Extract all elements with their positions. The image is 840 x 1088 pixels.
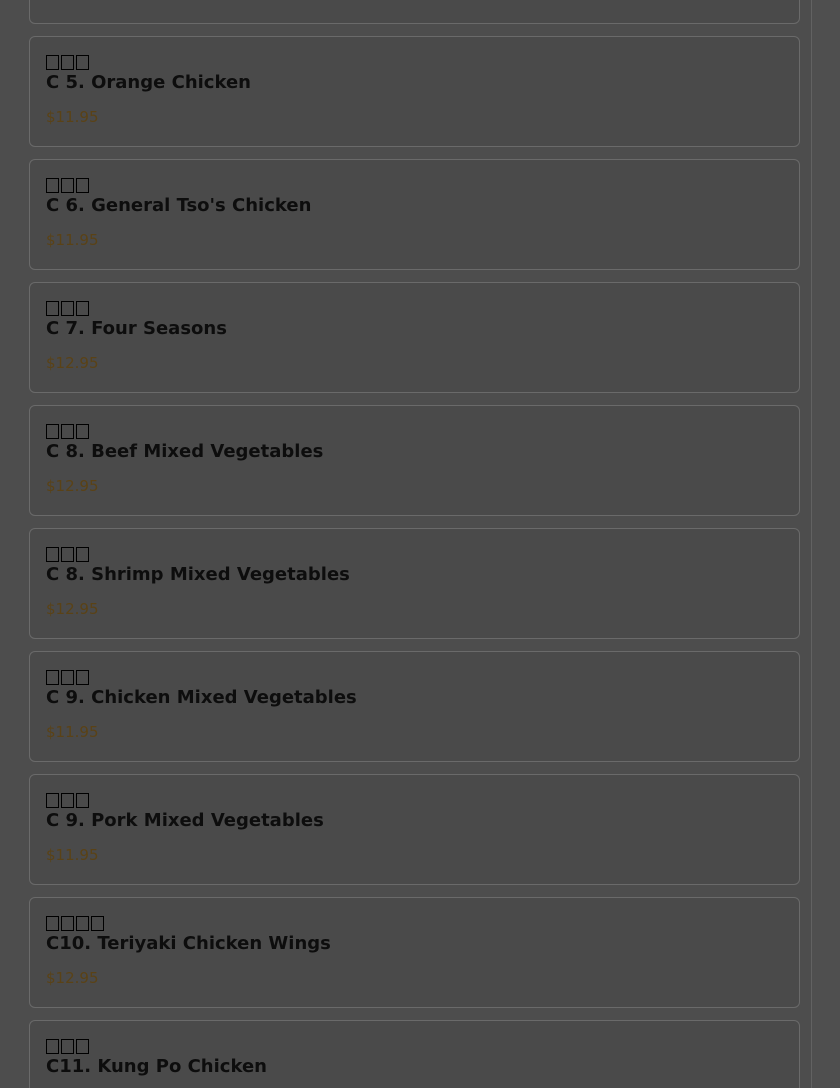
menu-item-name: C 7. Four Seasons [46, 318, 227, 339]
menu-item-name: C10. Teriyaki Chicken Wings [46, 933, 331, 954]
missing-glyph-icon [46, 301, 59, 316]
missing-glyph-icon [76, 424, 89, 439]
chinese-name-glyphs [46, 421, 783, 441]
missing-glyph-icon [46, 55, 59, 70]
menu-item-card[interactable] [29, 1020, 800, 1088]
chinese-name-glyphs [46, 667, 783, 687]
menu-item-price: $12.95 [46, 969, 99, 987]
menu-item-card[interactable] [29, 0, 800, 24]
menu-item-price: $12.95 [46, 354, 99, 372]
chinese-name-glyphs [46, 1036, 783, 1056]
missing-glyph-icon [76, 55, 89, 70]
menu-item-card[interactable] [29, 405, 800, 516]
menu-item-name: C 6. General Tso's Chicken [46, 195, 312, 216]
chinese-name-glyphs [46, 298, 783, 318]
menu-item-price: $11.95 [46, 723, 99, 741]
missing-glyph-icon [61, 178, 74, 193]
chinese-name-glyphs [46, 544, 783, 564]
missing-glyph-icon [61, 793, 74, 808]
missing-glyph-icon [61, 670, 74, 685]
missing-glyph-icon [76, 916, 89, 931]
missing-glyph-icon [76, 670, 89, 685]
missing-glyph-icon [61, 55, 74, 70]
menu-item-card[interactable] [29, 897, 800, 1008]
menu-item-price: $12.95 [46, 477, 99, 495]
missing-glyph-icon [46, 547, 59, 562]
chinese-name-glyphs [46, 913, 783, 933]
missing-glyph-icon [76, 178, 89, 193]
missing-glyph-icon [61, 1039, 74, 1054]
menu-item-card[interactable] [29, 774, 800, 885]
menu-item-name: C 8. Shrimp Mixed Vegetables [46, 564, 350, 585]
missing-glyph-icon [46, 178, 59, 193]
missing-glyph-icon [91, 916, 104, 931]
missing-glyph-icon [46, 670, 59, 685]
missing-glyph-icon [46, 424, 59, 439]
scrollbar-divider [811, 0, 812, 1088]
menu-item-price: $12.95 [46, 600, 99, 618]
menu-item-card[interactable] [29, 651, 800, 762]
missing-glyph-icon [76, 1039, 89, 1054]
menu-item-name: C 5. Orange Chicken [46, 72, 251, 93]
menu-item-card[interactable] [29, 159, 800, 270]
menu-item-price: $11.95 [46, 108, 99, 126]
chinese-name-glyphs [46, 52, 783, 72]
menu-item-card[interactable] [29, 528, 800, 639]
missing-glyph-icon [76, 793, 89, 808]
missing-glyph-icon [46, 1039, 59, 1054]
missing-glyph-icon [76, 301, 89, 316]
missing-glyph-icon [61, 424, 74, 439]
menu-item-name: C 9. Chicken Mixed Vegetables [46, 687, 357, 708]
chinese-name-glyphs [46, 790, 783, 810]
menu-item-name: C11. Kung Po Chicken [46, 1056, 267, 1077]
missing-glyph-icon [46, 916, 59, 931]
missing-glyph-icon [61, 547, 74, 562]
menu-item-price: $11.95 [46, 231, 99, 249]
missing-glyph-icon [61, 916, 74, 931]
menu-item-name: C 8. Beef Mixed Vegetables [46, 441, 324, 462]
menu-item-name: C 9. Pork Mixed Vegetables [46, 810, 324, 831]
chinese-name-glyphs [46, 175, 783, 195]
menu-item-card[interactable] [29, 36, 800, 147]
missing-glyph-icon [61, 301, 74, 316]
missing-glyph-icon [46, 793, 59, 808]
page-scrollbar[interactable] [812, 0, 840, 1088]
missing-glyph-icon [76, 547, 89, 562]
menu-item-card[interactable] [29, 282, 800, 393]
menu-item-price: $11.95 [46, 846, 99, 864]
